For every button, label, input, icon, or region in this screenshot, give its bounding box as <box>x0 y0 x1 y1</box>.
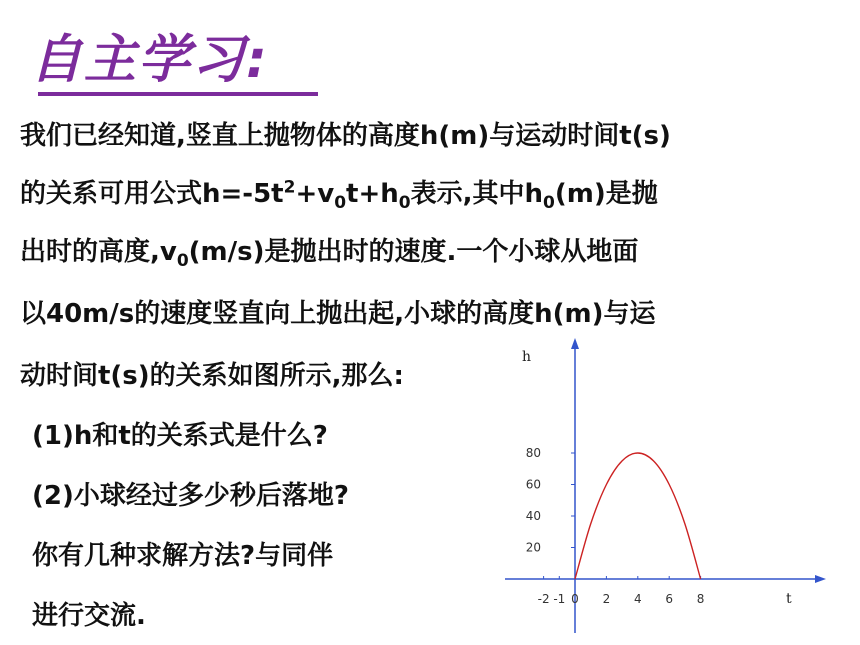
question-1: (1)h和t的关系式是什么? <box>32 421 328 451</box>
line2-part-e: (m)是抛 <box>554 179 658 209</box>
x-tick-label: 8 <box>696 592 705 606</box>
x-tick-label: 6 <box>665 592 674 606</box>
x-axis-arrow <box>815 575 826 583</box>
question-2: (2)小球经过多少秒后落地? <box>32 481 349 511</box>
x-axis-label: t <box>786 591 792 607</box>
section-title: 自主学习: <box>30 30 269 90</box>
line3-subscript: 0 <box>176 251 189 272</box>
problem-line-3 <box>20 236 639 272</box>
y-axis-arrow <box>571 338 579 349</box>
trajectory-chart <box>500 335 830 635</box>
line2-part-a: 的关系可用公式h=-5t <box>20 179 284 209</box>
question-4: 进行交流. <box>32 601 146 631</box>
x-tick-label: 2 <box>602 592 611 606</box>
y-tick-label: 40 <box>525 509 541 523</box>
chart-series <box>575 453 701 579</box>
y-tick-label: 20 <box>525 540 541 555</box>
question-3: 你有几种求解方法?与同伴 <box>32 541 334 571</box>
line2-subscript-1: 0 <box>334 193 347 214</box>
line2-part-b: +v <box>295 179 335 209</box>
line2-subscript-3: 0 <box>543 193 555 214</box>
line3-part-a: 出时的高度,v <box>20 237 177 267</box>
chart-axes <box>505 338 826 633</box>
x-tick-label: -1 <box>553 592 566 606</box>
x-tick-label: 4 <box>633 592 642 606</box>
x-tick-label: -2 <box>537 592 550 606</box>
y-axis-label: h <box>522 349 532 365</box>
problem-line-2 <box>20 177 658 214</box>
problem-line-5: 动时间t(s)的关系如图所示,那么: <box>20 361 404 391</box>
x-tick-label: 0 <box>571 592 579 606</box>
line2-subscript-2: 0 <box>398 193 411 214</box>
line3-part-b: (m/s)是抛出时的速度.一个小球从地面 <box>188 237 639 267</box>
problem-line-1: 我们已经知道,竖直上抛物体的高度h(m)与运动时间t(s) <box>20 121 671 151</box>
line2-part-c: t+h <box>346 179 399 209</box>
problem-line-4: 以40m/s的速度竖直向上抛出起,小球的高度h(m)与运 <box>20 299 656 329</box>
y-tick-label: 80 <box>525 446 541 460</box>
trajectory-curve <box>575 453 701 579</box>
y-tick-label: 60 <box>525 477 541 492</box>
line2-superscript: 2 <box>283 177 296 198</box>
title-underline <box>38 92 318 96</box>
line2-part-d: 表示,其中h <box>410 179 543 209</box>
